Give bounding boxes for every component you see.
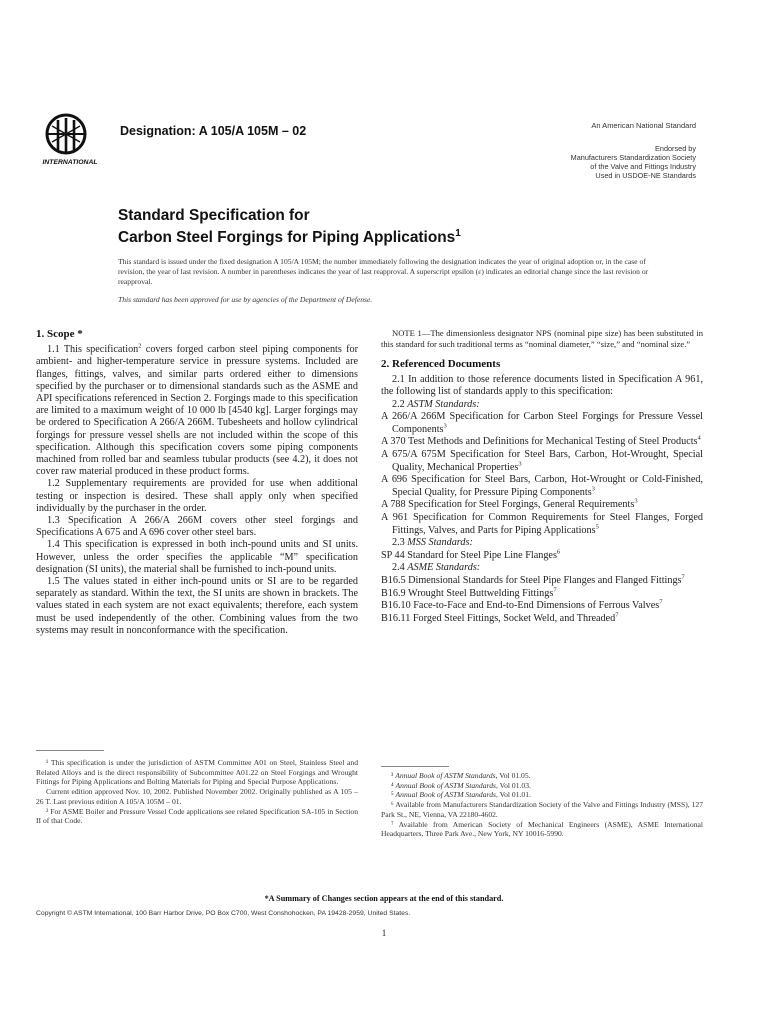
astm-head-num: 2.2 [392, 398, 408, 410]
p1-1-sup: 2 [138, 342, 142, 350]
ref-text: A 788 Specification for Steel Forgings, General Requirements [381, 499, 635, 511]
ref-text: A 266/A 266M Specification for Carbon Steel Forgings for Pressure Vessel Components [381, 411, 703, 435]
summary-of-changes-note: *A Summary of Changes section appears at the end of this standard. [264, 894, 504, 903]
ref-sup: 5 [595, 523, 599, 531]
footnote: ¹ This specification is under the jurisdiction of ASTM Committee A01 on Steel, Stainless Steel and Related Alloys and is the direct responsibility of Subcommittee A01.22 on Steel Forgings and Wrought Fittings for Piping Applications and Bolting Materials for Piping and Special Purpose Applications. [36, 758, 358, 787]
endorsed-line: of the Valve and Fittings Industry [590, 162, 696, 171]
issue-note: This standard is issued under the fixed designation A 105/A 105M; the number immediately following the designation indicates the year of original adoption or, in the case of revision, the year of last revision. A number in parentheses indicates the year of last reapproval. A superscript epsilon (ε) indicates an editorial change since the last revision or reapproval. [118, 257, 649, 286]
asme-head-label: ASME Standards: [407, 562, 481, 574]
ref-item [381, 512, 703, 537]
ref-item [381, 411, 703, 436]
title-line-1: Standard Specification for [118, 207, 310, 224]
fn-rest: , Vol 01.05. [495, 771, 531, 780]
astm-logo-mark [36, 112, 110, 168]
paragraph-1-5: 1.5 The values stated in either inch-pound units or SI are to be regarded separately as standard. Within the text, the SI units are shown in brackets. The values stated in each system are not exact equivalents; therefore, each system must be used independently of the other. Combining values from the two systems may result in nonconformance with the specification. [36, 576, 358, 636]
mss-head-num: 2.3 [392, 537, 408, 549]
ref-sup: 7 [681, 573, 685, 581]
ref-sup: 3 [518, 460, 522, 468]
right-column [381, 328, 703, 625]
fn-rest: , Vol 01.03. [495, 780, 531, 790]
ref-sup: 7 [659, 598, 663, 606]
astm-head-label: ASTM Standards: [407, 398, 480, 410]
footnote [381, 820, 703, 839]
dod-note: This standard has been approved for use by agencies of the Department of Defense. [118, 295, 373, 304]
page-number: 1 [381, 928, 387, 938]
ref-text: B16.11 Forged Steel Fittings, Socket Weld, and Threaded [381, 612, 616, 624]
paragraph-1-3: 1.3 Specification A 266/A 266M covers other steel forgings and Specifications A 675 and A 696 cover other steel bars. [36, 515, 358, 539]
paragraph-1-2: 1.2 Supplementary requirements are provided for use when additional testing or inspection is desired. These shall apply only when specified individually by the purchaser in the order. [36, 478, 358, 514]
mss-standards-heading [381, 537, 703, 550]
fn-rest: Available from American Society of Mechanical Engineers (ASME), ASME International Headquarters, Three Park Ave., New York, NY 10016-5990. [381, 819, 703, 839]
ref-text: A 961 Specification for Common Requirements for Steel Flanges, Forged Fittings, Valves, and Parts for Piping Applications [381, 511, 703, 536]
footnote: ² For ASME Boiler and Pressure Vessel Code applications see related Specification SA-105 in Section II of that Code. [36, 806, 358, 826]
footnotes-left [36, 758, 358, 826]
fn-mark: ⁵ [391, 790, 396, 800]
footnote: Current edition approved Nov. 10, 2002. Published November 2002. Originally published as A 105 – 26 T. Last previous edition A 105/A 105M – 01. [36, 787, 358, 806]
endorsed-line: Manufacturers Standardization Society [570, 153, 696, 162]
fn-italic: Annual Book of ASTM Standards [395, 780, 496, 790]
note-1: NOTE 1—The dimensionless designator NPS (nominal pipe size) has been substituted in this standard for such traditional terms as “nominal diameter,” “size,” and “nominal size.” [381, 328, 703, 349]
ref-text: A 675/A 675M Specification for Steel Bars, Carbon, Hot-Wrought, Special Quality, Mechanical Properties [381, 448, 703, 473]
p1-1-lead: 1.1 This specification [47, 344, 139, 356]
scope-heading: 1. Scope * [36, 328, 83, 340]
ref-sup: 7 [553, 586, 557, 594]
footnote [381, 800, 703, 819]
title-line-2-text: Carbon Steel Forgings for Piping Applications [118, 229, 456, 247]
fn-mark: ⁷ [391, 819, 399, 829]
ref-text: SP 44 Standard for Steel Pipe Line Flanges [381, 549, 557, 561]
ref-item [381, 588, 703, 601]
ref-text: A 696 Specification for Steel Bars, Carbon, Hot-Wrought or Cold-Finished, Special Quality, for Pressure Piping Components [381, 474, 703, 498]
referenced-documents-heading: 2. Referenced Documents [381, 358, 501, 370]
ref-text: B16.5 Dimensional Standards for Steel Pipe Flanges and Flanged Fittings [381, 574, 682, 586]
footnote-divider [381, 766, 449, 767]
ref-item [381, 436, 703, 449]
copyright-line: Copyright © ASTM International, 100 Barr Harbor Drive, PO Box C700, West Conshohocken, PA 19428-2959, United States. [36, 910, 411, 917]
ref-item [381, 613, 703, 626]
fn-italic: Annual Book of ASTM Standards [395, 790, 496, 800]
national-standard-label: An American National Standard [591, 121, 696, 130]
footnote-divider [36, 750, 104, 751]
ref-sup: 3 [443, 422, 447, 430]
fn-mark: ³ [391, 771, 396, 780]
p1-1-rest: covers forged carbon steel piping components for ambient- and higher-temperature service in pressure systems. Included are flanges, fittings, valves, and similar parts ordered either to dimensions specified by the purchaser or to dimensional standards such as the ASME and API specifications referenced in Section 2. Forgings made to this specification are limited to a maximum weight of 10 000 lb [4540 kg]. Larger forgings may be ordered to Specification A 266/A 266M. Tubesheets and hollow cylindrical forgings for pressure vessel shells are not included within the scope of this specification. Although this specification covers some piping components machined from rolled bar and seamless tubular products (see 4.2), it does not cover raw material produced in these product forms. [36, 344, 358, 478]
paragraph-1-4: 1.4 This specification is expressed in both inch-pound units and SI units. However, unless the order specifies the applicable “M” specification designation (SI units), the material shall be furnished to inch-pound units. [36, 539, 358, 575]
ref-item [381, 449, 703, 474]
fn-mark: ⁶ [391, 800, 396, 810]
endorsed-line: Used in USDOE-NE Standards [595, 171, 696, 180]
ref-text: B16.10 Face-to-Face and End-to-End Dimensions of Ferrous Valves [381, 600, 660, 612]
footnote [381, 771, 703, 781]
designation: Designation: A 105/A 105M – 02 [120, 124, 307, 138]
ref-item [381, 499, 703, 512]
document-title [118, 207, 461, 247]
mss-head-label: MSS Standards: [407, 537, 473, 549]
footnotes-right [381, 771, 703, 839]
ref-item [381, 575, 703, 588]
ref-text: B16.9 Wrought Steel Buttwelding Fittings [381, 587, 554, 599]
title-footnote-mark: 1 [455, 228, 461, 239]
fn-rest: Available from Manufacturers Standardization Society of the Valve and Fittings Industry (MSS), 127 Park St., NE, Vienna, VA 22180-4602. [381, 800, 703, 819]
footnote [381, 790, 703, 800]
fn-mark: ⁴ [391, 780, 396, 790]
ref-sup: 6 [556, 548, 561, 556]
fn-italic: Annual Book of ASTM Standards [395, 771, 496, 780]
astm-standards-heading [381, 399, 703, 412]
endorsed-line: Endorsed by [655, 144, 696, 153]
ref-text: A 370 Test Methods and Definitions for Mechanical Testing of Steel Products [381, 436, 698, 448]
ref-item [381, 600, 703, 613]
ref-sup: 3 [591, 485, 595, 493]
footnote [381, 781, 703, 791]
astm-logo [36, 112, 110, 168]
ref-sup: 3 [634, 497, 638, 505]
ref-item [381, 474, 703, 499]
asme-head-num: 2.4 [392, 562, 408, 574]
logo-text: INTERNATIONAL [42, 159, 98, 166]
ref-sup: 4 [697, 435, 701, 442]
endorsement-block [571, 144, 696, 180]
paragraph-2-1: 2.1 In addition to those reference documents listed in Specification A 961, the following list of standards apply to this specification: [381, 374, 703, 398]
paragraph-1-1 [36, 344, 358, 478]
title-line-2 [118, 225, 461, 247]
left-column [36, 328, 358, 637]
fn-rest: , Vol 01.01. [495, 790, 531, 800]
ref-item [381, 550, 703, 563]
asme-standards-heading [381, 562, 703, 575]
ref-sup: 7 [615, 611, 619, 619]
